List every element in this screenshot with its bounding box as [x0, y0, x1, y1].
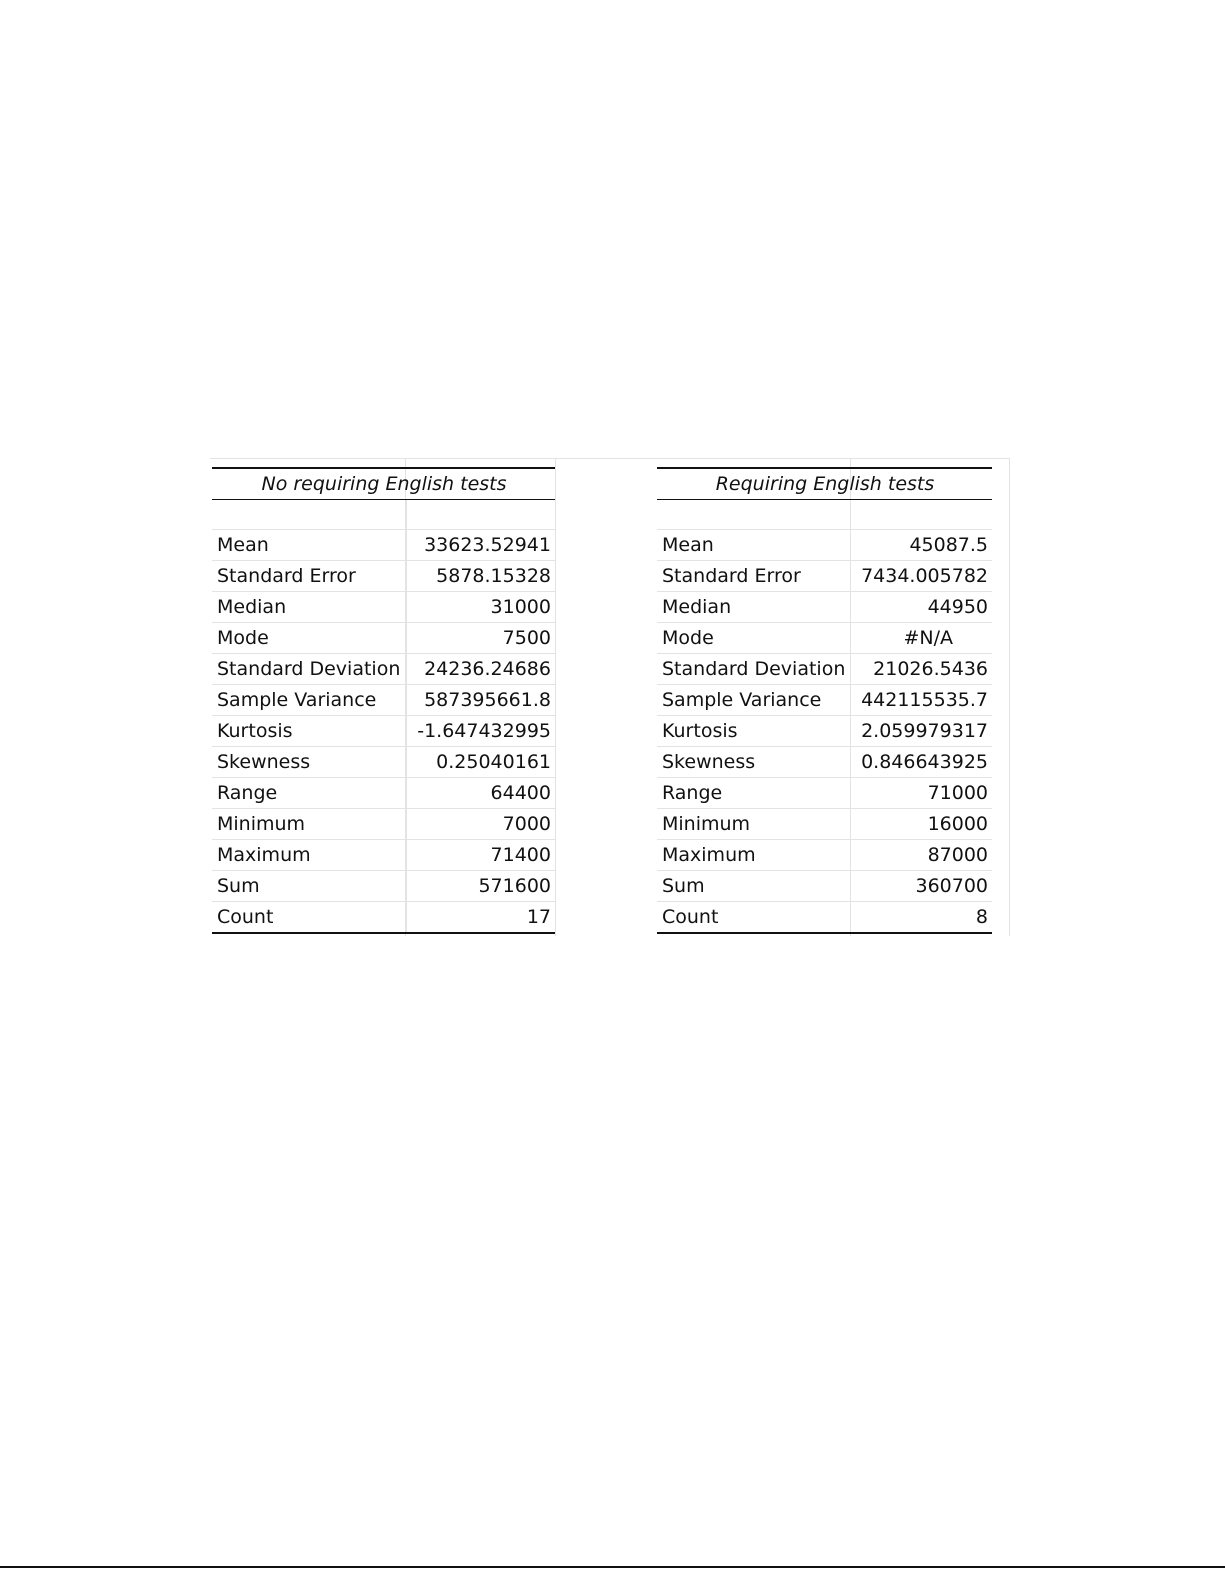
stat-label: Sample Variance: [212, 685, 406, 716]
stat-label: Range: [657, 778, 850, 809]
stat-label: Count: [212, 902, 406, 934]
stat-label: Skewness: [657, 747, 850, 778]
stats-table-no-english-tests: [212, 467, 555, 934]
gridline: [1009, 458, 1010, 936]
stat-label: Maximum: [212, 840, 406, 871]
table-row: [657, 902, 992, 934]
table-row: [212, 623, 555, 654]
stat-label: Standard Error: [657, 561, 850, 592]
stat-label: Range: [212, 778, 406, 809]
stat-value: 0.846643925: [850, 747, 992, 778]
stat-label: Kurtosis: [212, 716, 406, 747]
table-row: [657, 716, 992, 747]
table-row: [657, 685, 992, 716]
stat-label: Mean: [657, 530, 850, 561]
stat-value: 8: [850, 902, 992, 934]
stat-value: 44950: [850, 592, 992, 623]
table-row: [212, 561, 555, 592]
stat-value: 71000: [850, 778, 992, 809]
stat-value: 7500: [406, 623, 555, 654]
blank-row: [657, 500, 992, 530]
stat-value: 7000: [406, 809, 555, 840]
stat-label: Minimum: [657, 809, 850, 840]
stat-label: Count: [657, 902, 850, 934]
stat-value: 16000: [850, 809, 992, 840]
stat-label: Mode: [657, 623, 850, 654]
stat-label: Maximum: [657, 840, 850, 871]
descriptive-statistics-sheet: [210, 458, 1010, 936]
table-row: [212, 871, 555, 902]
table-row: [212, 840, 555, 871]
table-row: [657, 840, 992, 871]
stats-table-english-tests: [657, 467, 992, 934]
stat-value: 360700: [850, 871, 992, 902]
stat-label: Mean: [212, 530, 406, 561]
table-row: [657, 778, 992, 809]
stat-value: 87000: [850, 840, 992, 871]
blank-cell: [657, 500, 850, 530]
stat-label: Sum: [657, 871, 850, 902]
table-row: [212, 778, 555, 809]
table-row: [212, 809, 555, 840]
stat-value: 45087.5: [850, 530, 992, 561]
table-row: [657, 530, 992, 561]
stat-value: 64400: [406, 778, 555, 809]
stat-value: 71400: [406, 840, 555, 871]
table-title: Requiring English tests: [657, 468, 992, 500]
stat-label: Median: [657, 592, 850, 623]
stat-label: Standard Error: [212, 561, 406, 592]
table-row: [657, 592, 992, 623]
stat-label: Sum: [212, 871, 406, 902]
table-row: [657, 809, 992, 840]
stat-value: 442115535.7: [850, 685, 992, 716]
table-row: [212, 747, 555, 778]
table-row: [212, 716, 555, 747]
table-title: No requiring English tests: [212, 468, 555, 500]
table-row: [212, 902, 555, 934]
table-row: [657, 747, 992, 778]
blank-row: [212, 500, 555, 530]
stat-value: 587395661.8: [406, 685, 555, 716]
table-row: [657, 871, 992, 902]
stat-label: Sample Variance: [657, 685, 850, 716]
table-row: [657, 623, 992, 654]
stat-label: Standard Deviation: [657, 654, 850, 685]
table-row: [212, 530, 555, 561]
stat-value: 24236.24686: [406, 654, 555, 685]
table-title-row: [212, 468, 555, 500]
table-row: [212, 592, 555, 623]
stat-value: 0.25040161: [406, 747, 555, 778]
page-bottom-rule: [0, 1566, 1225, 1568]
stat-value: 33623.52941: [406, 530, 555, 561]
table-row: [212, 654, 555, 685]
table-title-row: [657, 468, 992, 500]
blank-cell: [212, 500, 406, 530]
blank-cell: [406, 500, 555, 530]
table-row: [657, 654, 992, 685]
blank-cell: [850, 500, 992, 530]
stat-value: 571600: [406, 871, 555, 902]
stat-value: 2.059979317: [850, 716, 992, 747]
stat-label: Mode: [212, 623, 406, 654]
table-row: [212, 685, 555, 716]
stat-value: 5878.15328: [406, 561, 555, 592]
stat-value: 31000: [406, 592, 555, 623]
stat-value: 21026.5436: [850, 654, 992, 685]
stat-label: Minimum: [212, 809, 406, 840]
stat-label: Kurtosis: [657, 716, 850, 747]
stat-value: 17: [406, 902, 555, 934]
stat-label: Standard Deviation: [212, 654, 406, 685]
gridline: [210, 458, 1010, 459]
table-row: [657, 561, 992, 592]
gridline: [555, 458, 556, 936]
stat-value: #N/A: [850, 623, 992, 654]
stat-label: Median: [212, 592, 406, 623]
stat-value: -1.647432995: [406, 716, 555, 747]
stat-value: 7434.005782: [850, 561, 992, 592]
stat-label: Skewness: [212, 747, 406, 778]
